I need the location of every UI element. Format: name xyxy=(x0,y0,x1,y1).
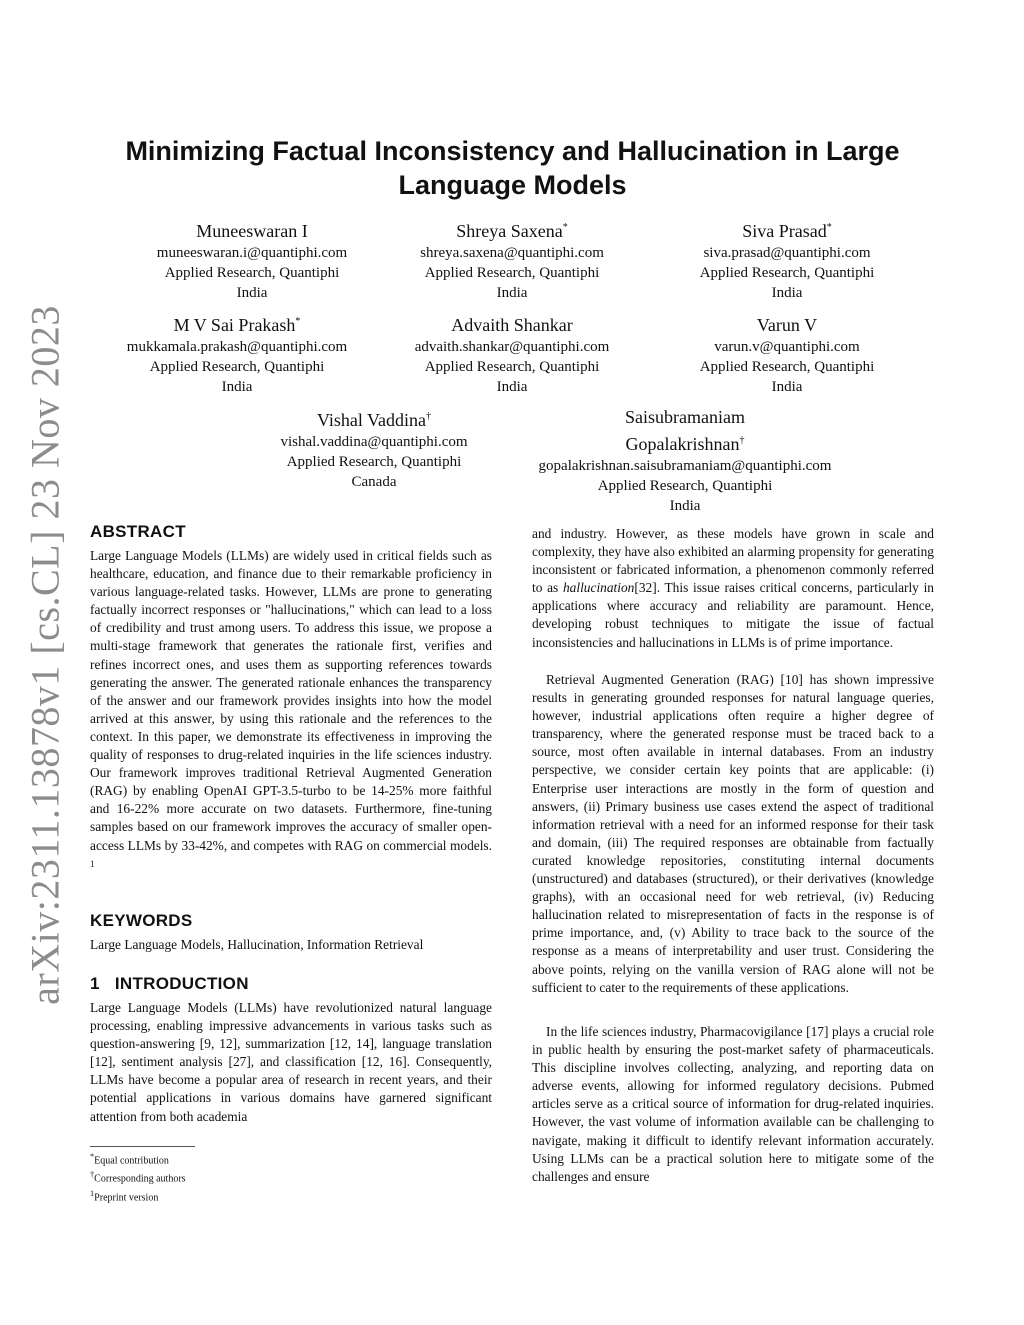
author-email[interactable]: shreya.saxena@quantiphi.com xyxy=(420,245,604,261)
section-number: 1 xyxy=(90,974,100,993)
author-country: India xyxy=(221,379,253,395)
author-block xyxy=(112,216,392,303)
keywords-heading: KEYWORDS xyxy=(90,911,193,930)
author-email[interactable]: mukkamala.prakash@quantiphi.com xyxy=(126,339,348,355)
author-affiliation: Applied Research, Quantiphi xyxy=(699,359,875,375)
author-email[interactable]: vishal.vaddina@quantiphi.com xyxy=(280,434,468,450)
author-email[interactable]: gopalakrishnan.saisubramaniam@quantiphi.com xyxy=(538,458,832,474)
author-affiliation: Applied Research, Quantiphi xyxy=(597,478,773,494)
author-email[interactable]: advaith.shankar@quantiphi.com xyxy=(414,339,610,355)
author-block: Siva Prasad* siva.prasad@quantiphi.com Applied Research, Quantiphi India xyxy=(647,216,927,303)
footnote-item: †Corresponding authors xyxy=(90,1170,186,1185)
footnotes xyxy=(90,1146,195,1205)
author-name: Shreya Saxena xyxy=(456,221,563,241)
author-name: Muneeswaran I xyxy=(196,221,308,241)
author-affiliation: Applied Research, Quantiphi xyxy=(424,359,600,375)
author-block xyxy=(372,310,652,397)
author-name: M V Sai Prakash xyxy=(173,315,296,335)
author-country: India xyxy=(236,285,268,301)
section-title: INTRODUCTION xyxy=(114,974,249,993)
author-block: Saisubramaniam Gopalakrishnan† gopalakrishnan.saisubramaniam@quantiphi.com Applied Research, Quantiphi India xyxy=(509,405,861,516)
author-name: Varun V xyxy=(756,315,818,335)
author-country: India xyxy=(496,285,528,301)
author-affiliation: Applied Research, Quantiphi xyxy=(164,265,340,281)
author-country: India xyxy=(771,379,803,395)
paper-title: Minimizing Factual Inconsistency and Hallucination in Large Language Models xyxy=(125,136,900,200)
author-name: Vishal Vaddina xyxy=(316,410,427,430)
author-country: India xyxy=(771,285,803,301)
author-block: Vishal Vaddina† vishal.vaddina@quantiphi.com Applied Research, Quantiphi Canada xyxy=(234,405,514,492)
author-name: Siva Prasad xyxy=(742,221,827,241)
author-affiliation: Applied Research, Quantiphi xyxy=(699,265,875,281)
author-name: Gopalakrishnan xyxy=(625,434,740,454)
author-block: M V Sai Prakash* mukkamala.prakash@quantiphi.com Applied Research, Quantiphi India xyxy=(97,310,377,397)
author-affiliation: Applied Research, Quantiphi xyxy=(286,454,462,470)
footnote-ref[interactable]: 1 xyxy=(90,858,95,869)
keywords-text: Large Language Models, Hallucination, Information Retrieval xyxy=(90,937,424,952)
author-email[interactable]: siva.prasad@quantiphi.com xyxy=(703,245,871,261)
author-email[interactable]: muneeswaran.i@quantiphi.com xyxy=(156,245,348,261)
author-name: Advaith Shankar xyxy=(451,315,573,335)
author-country: Canada xyxy=(351,474,397,490)
footnote-rule xyxy=(90,1146,195,1147)
emphasis-hallucination: hallucination xyxy=(562,580,635,596)
author-block: Shreya Saxena* shreya.saxena@quantiphi.com Applied Research, Quantiphi India xyxy=(372,216,652,303)
intro-paragraph-3: In the life sciences industry, Pharmacovigilance [17] plays a crucial role in public health by ensuring the post-market safety of pharmaceuticals. This discipline involves collecting, analyzing, and reporting data on adverse events, allowing for informed regulatory decisions. Pubmed articles serve as a critical source of information for drug-related inquiries. However, the vast volume of information available can be challenging to navigate, making it difficult to identify relevant information accurately. Using LLMs can be a practical solution here to mitigate some of the challenges and ensure xyxy=(532,1024,934,1184)
abstract-heading: ABSTRACT xyxy=(90,522,186,541)
author-name: Saisubramaniam xyxy=(625,407,745,427)
author-affiliation: Applied Research, Quantiphi xyxy=(149,359,325,375)
intro-paragraph-1: Large Language Models (LLMs) have revolutionized natural language processing, enabling impressive advancements in various tasks such as question-answering [9, 12], summarization [12, 14], language translation [12], sentiment analysis [27], and classification [12, 16]. Consequently, LLMs have become a popular area of research in recent years, and their potential applications in various domains have garnered significant attention from both academia xyxy=(90,1000,492,1124)
footnote-item: *Equal contribution xyxy=(90,1152,169,1167)
abstract-text: Large Language Models (LLMs) are widely used in critical fields such as healthcare, education, and finance due to their remarkable proficiency in various language-related tasks. However, LLMs are prone to generating factually incorrect responses or "hallucinations," which can lead to a loss of credibility and trust among users. To address this issue, we propose a multi-stage framework that generates the rationale first, verifies and refines incorrect ones, and uses them as supporting references towards generating the answer. The generated rationale enhances the transparency of the answer and our framework provides insights into how the model arrived at this answer, by using this rationale and the references to the context. In this paper, we demonstrate its effectiveness in improving the quality of responses to drug-related inquiries in the life sciences industry. Our framework improves traditional Retrieval Augmented Generation (RAG) by enabling OpenAI GPT-3.5-turbo to be 14-25% more faithful and 16-22% more accurate on two datasets. Furthermore, fine-tuning samples based on our framework improves the accuracy of smaller open-access LLMs by 33-42%, and competes with RAG on commercial models. $^1$ xyxy=(90,548,492,869)
section-heading-introduction xyxy=(90,974,249,994)
author-country: India xyxy=(669,498,701,514)
author-email[interactable]: varun.v@quantiphi.com xyxy=(714,339,860,355)
intro-paragraph-2: Retrieval Augmented Generation (RAG) [10] has shown impressive results in generating grounded responses for natural language queries, however, industrial applications often require a higher degree of transparency, where the generated response must be traced back to a source, most often available in internal databases. From an industry perspective, we consider certain key points that are applicable: (i) Enterprise user interactions are mostly in the form of question and answers, (ii) Primary business use cases extend the aspect of traditional information retrieval with a need for an informed response for their task and domain, (iii) The required responses are obtainable from factually curated knowledge repositories, constituting internal documents (unstructured) and databases (structured), or their derivatives (knowledge graphs), with an occasional need for web retrieval, (iv) Reducing hallucination related to misrepresentation of facts in the response is of prime importance, and, (v) Ability to trace back to the source of the response as a means of interpretability and user trust. Considering the above points, relying on the vanilla version of RAG alone will not be sufficient to cater to the requirements of these applications. xyxy=(532,672,934,995)
author-country: India xyxy=(496,379,528,395)
intro-paragraph-1-continued: and industry. However, as these models have grown in scale and complexity, they have also exhibited an alarming propensity for generating inconsistent or fabricated information, a phenomenon commonly referred to as hallucination[32]. This issue raises critical concerns, particularly in applications where accuracy and reliability are paramount. Hence, developing robust techniques to mitigate the issue of factual inconsistencies and hallucinations in LLMs is of prime importance. xyxy=(532,526,934,650)
author-block xyxy=(647,310,927,397)
author-affiliation: Applied Research, Quantiphi xyxy=(424,265,600,281)
footnote-item: $^1$Preprint version xyxy=(90,1188,159,1203)
